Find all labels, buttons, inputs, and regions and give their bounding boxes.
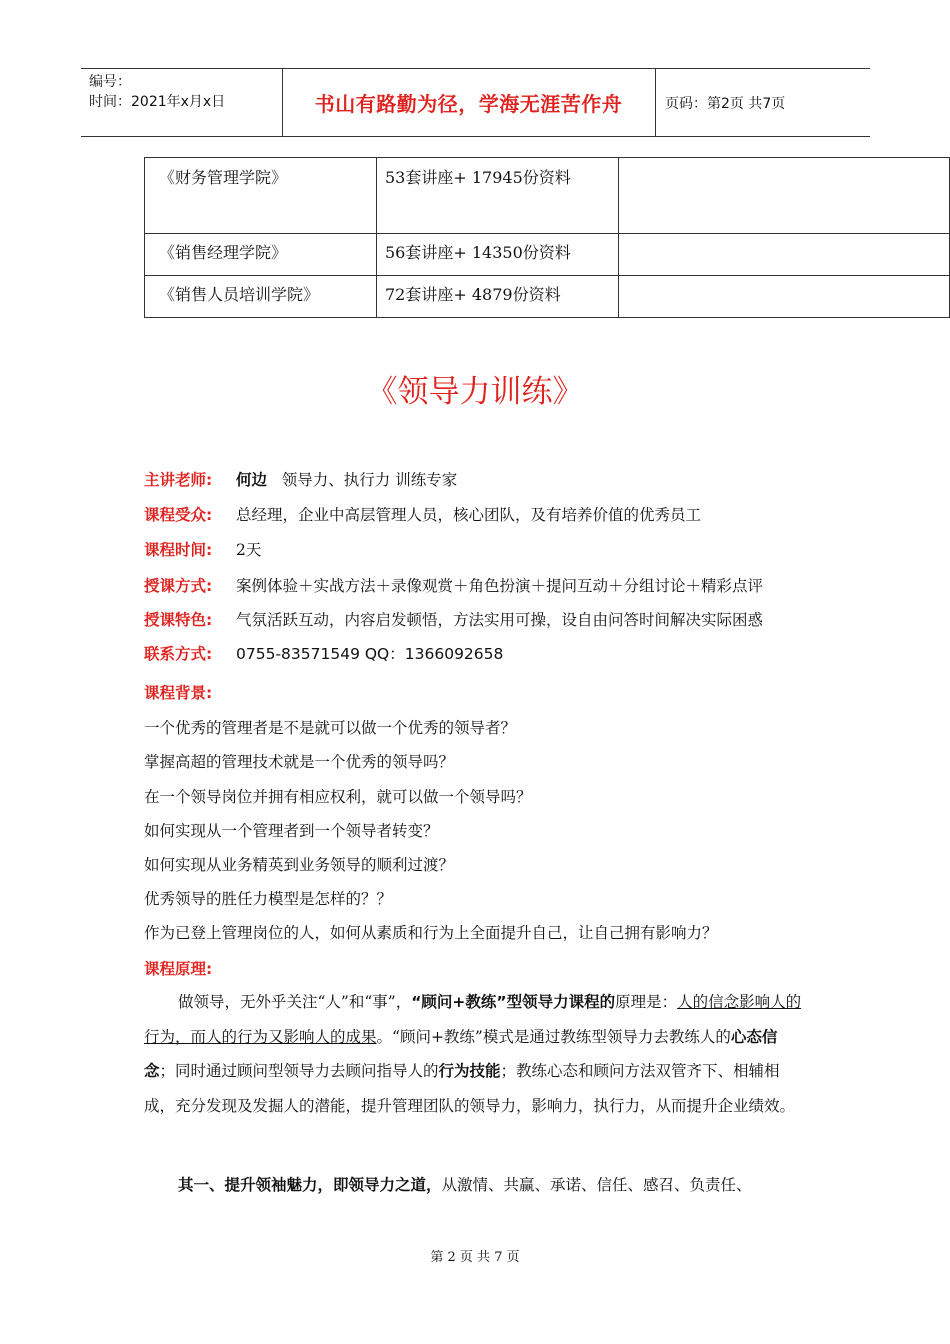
- info-feature: [144, 608, 763, 630]
- table-row: [145, 234, 950, 276]
- list-item: 掌握高超的管理技术就是一个优秀的领导吗？: [144, 753, 455, 771]
- table-row: [145, 158, 950, 234]
- info-value: 总经理，企业中高层管理人员，核心团队，及有培养价值的优秀员工: [236, 506, 702, 524]
- list-item: 在一个领导岗位并拥有相应权利，就可以做一个领导吗？: [144, 788, 532, 806]
- resource-name: 《销售经理学院》: [145, 234, 377, 276]
- resource-empty-cell: [619, 276, 950, 318]
- text-run-bold: 心态信念: [144, 1027, 778, 1080]
- principle-heading: [144, 957, 236, 979]
- info-label: 授课方式:: [144, 577, 213, 595]
- info-method: [144, 574, 763, 596]
- resource-detail: 53套讲座+ 17945份资料: [377, 158, 619, 234]
- text-run-bold: 行为技能: [438, 1062, 501, 1080]
- info-label: 授课特色:: [144, 611, 213, 629]
- text-run: 做领导，无外乎关注“人”和“事”，: [178, 993, 412, 1011]
- section-label: 课程原理:: [144, 960, 213, 978]
- header-motto: 书山有路勤为径，学海无涯苦作舟: [282, 69, 656, 136]
- list-item: 一个优秀的管理者是不是就可以做一个优秀的领导者？: [144, 719, 517, 737]
- info-label: 主讲老师:: [144, 471, 213, 489]
- info-value: 领导力、执行力 训练专家: [281, 471, 458, 489]
- text-run-bold: “顾问+教练”型领导力课程的: [411, 993, 616, 1011]
- info-value: 气氛活跃互动，内容启发顿悟，方法实用可操，设自由问答时间解决实际困惑: [236, 611, 764, 629]
- page-footer: 第 2 页 共 7 页: [430, 1250, 520, 1265]
- course-title: 《领导力训练》: [366, 374, 584, 410]
- info-audience: [144, 503, 701, 525]
- page-header: [81, 68, 870, 137]
- resource-empty-cell: [619, 158, 950, 234]
- teacher-name: 何边: [236, 471, 268, 489]
- info-value: 0755-83571549 QQ：1366092658: [236, 645, 504, 663]
- text-run: 原理是：: [615, 993, 678, 1011]
- text-run-bold: 其一、提升领袖魅力，即领导力之道，: [178, 1176, 442, 1194]
- table-row: [145, 276, 950, 318]
- resource-detail: 72套讲座+ 4879份资料: [377, 276, 619, 318]
- info-teacher: [144, 468, 457, 490]
- number-label: 编号：: [89, 74, 131, 90]
- info-label: 课程时间:: [144, 541, 213, 559]
- info-value: 案例体验＋实战方法＋录像观赏＋角色扮演＋提问互动＋分组讨论＋精彩点评: [236, 577, 764, 595]
- resource-empty-cell: [619, 234, 950, 276]
- text-run: 从激情、共赢、承诺、信任、感召、负责任、: [441, 1176, 752, 1194]
- section-label: 课程背景:: [144, 684, 213, 702]
- header-meta: [81, 69, 283, 136]
- text-run: ；教练心态和顾问方法双管齐下、相辅相成，充分发现及发掘人的潜能，提升管理团队的领导力，影响力，执行力，从而提升企业绩效。: [144, 1062, 796, 1115]
- list-item: 如何实现从业务精英到业务领导的顺利过渡？: [144, 856, 455, 874]
- info-label: 课程受众:: [144, 506, 213, 524]
- text-run: 。“顾问+教练”模式是通过教练型领导力去教练人的: [376, 1027, 731, 1046]
- resource-detail: 56套讲座+ 14350份资料: [377, 234, 619, 276]
- info-value: 2天: [236, 541, 262, 559]
- list-item: 如何实现从一个管理者到一个领导者转变？: [144, 822, 439, 840]
- principle-paragraph: [144, 985, 808, 1123]
- list-item: 优秀领导的胜任力模型是怎样的？？: [144, 890, 393, 908]
- info-duration: [144, 538, 261, 560]
- info-label: 联系方式:: [144, 645, 213, 663]
- info-contact: [144, 642, 503, 664]
- header-page-info: 页码：第2页 共7页: [665, 95, 786, 112]
- text-run: ；同时通过顾问型领导力去顾问指导人的: [159, 1062, 439, 1080]
- list-item: 作为已登上管理岗位的人，如何从素质和行为上全面提升自己，让自己拥有影响力？: [144, 924, 718, 942]
- text-run-underlined: 人的信念影响人的行为，而人的行为又影响人的成果: [144, 993, 802, 1046]
- principle-point-one: [144, 1168, 808, 1203]
- background-heading: [144, 681, 236, 703]
- resource-name: 《财务管理学院》: [145, 158, 377, 234]
- resource-name: 《销售人员培训学院》: [145, 276, 377, 318]
- resource-table: [144, 157, 950, 318]
- date-label: 时间：2021年x月x日: [89, 94, 226, 110]
